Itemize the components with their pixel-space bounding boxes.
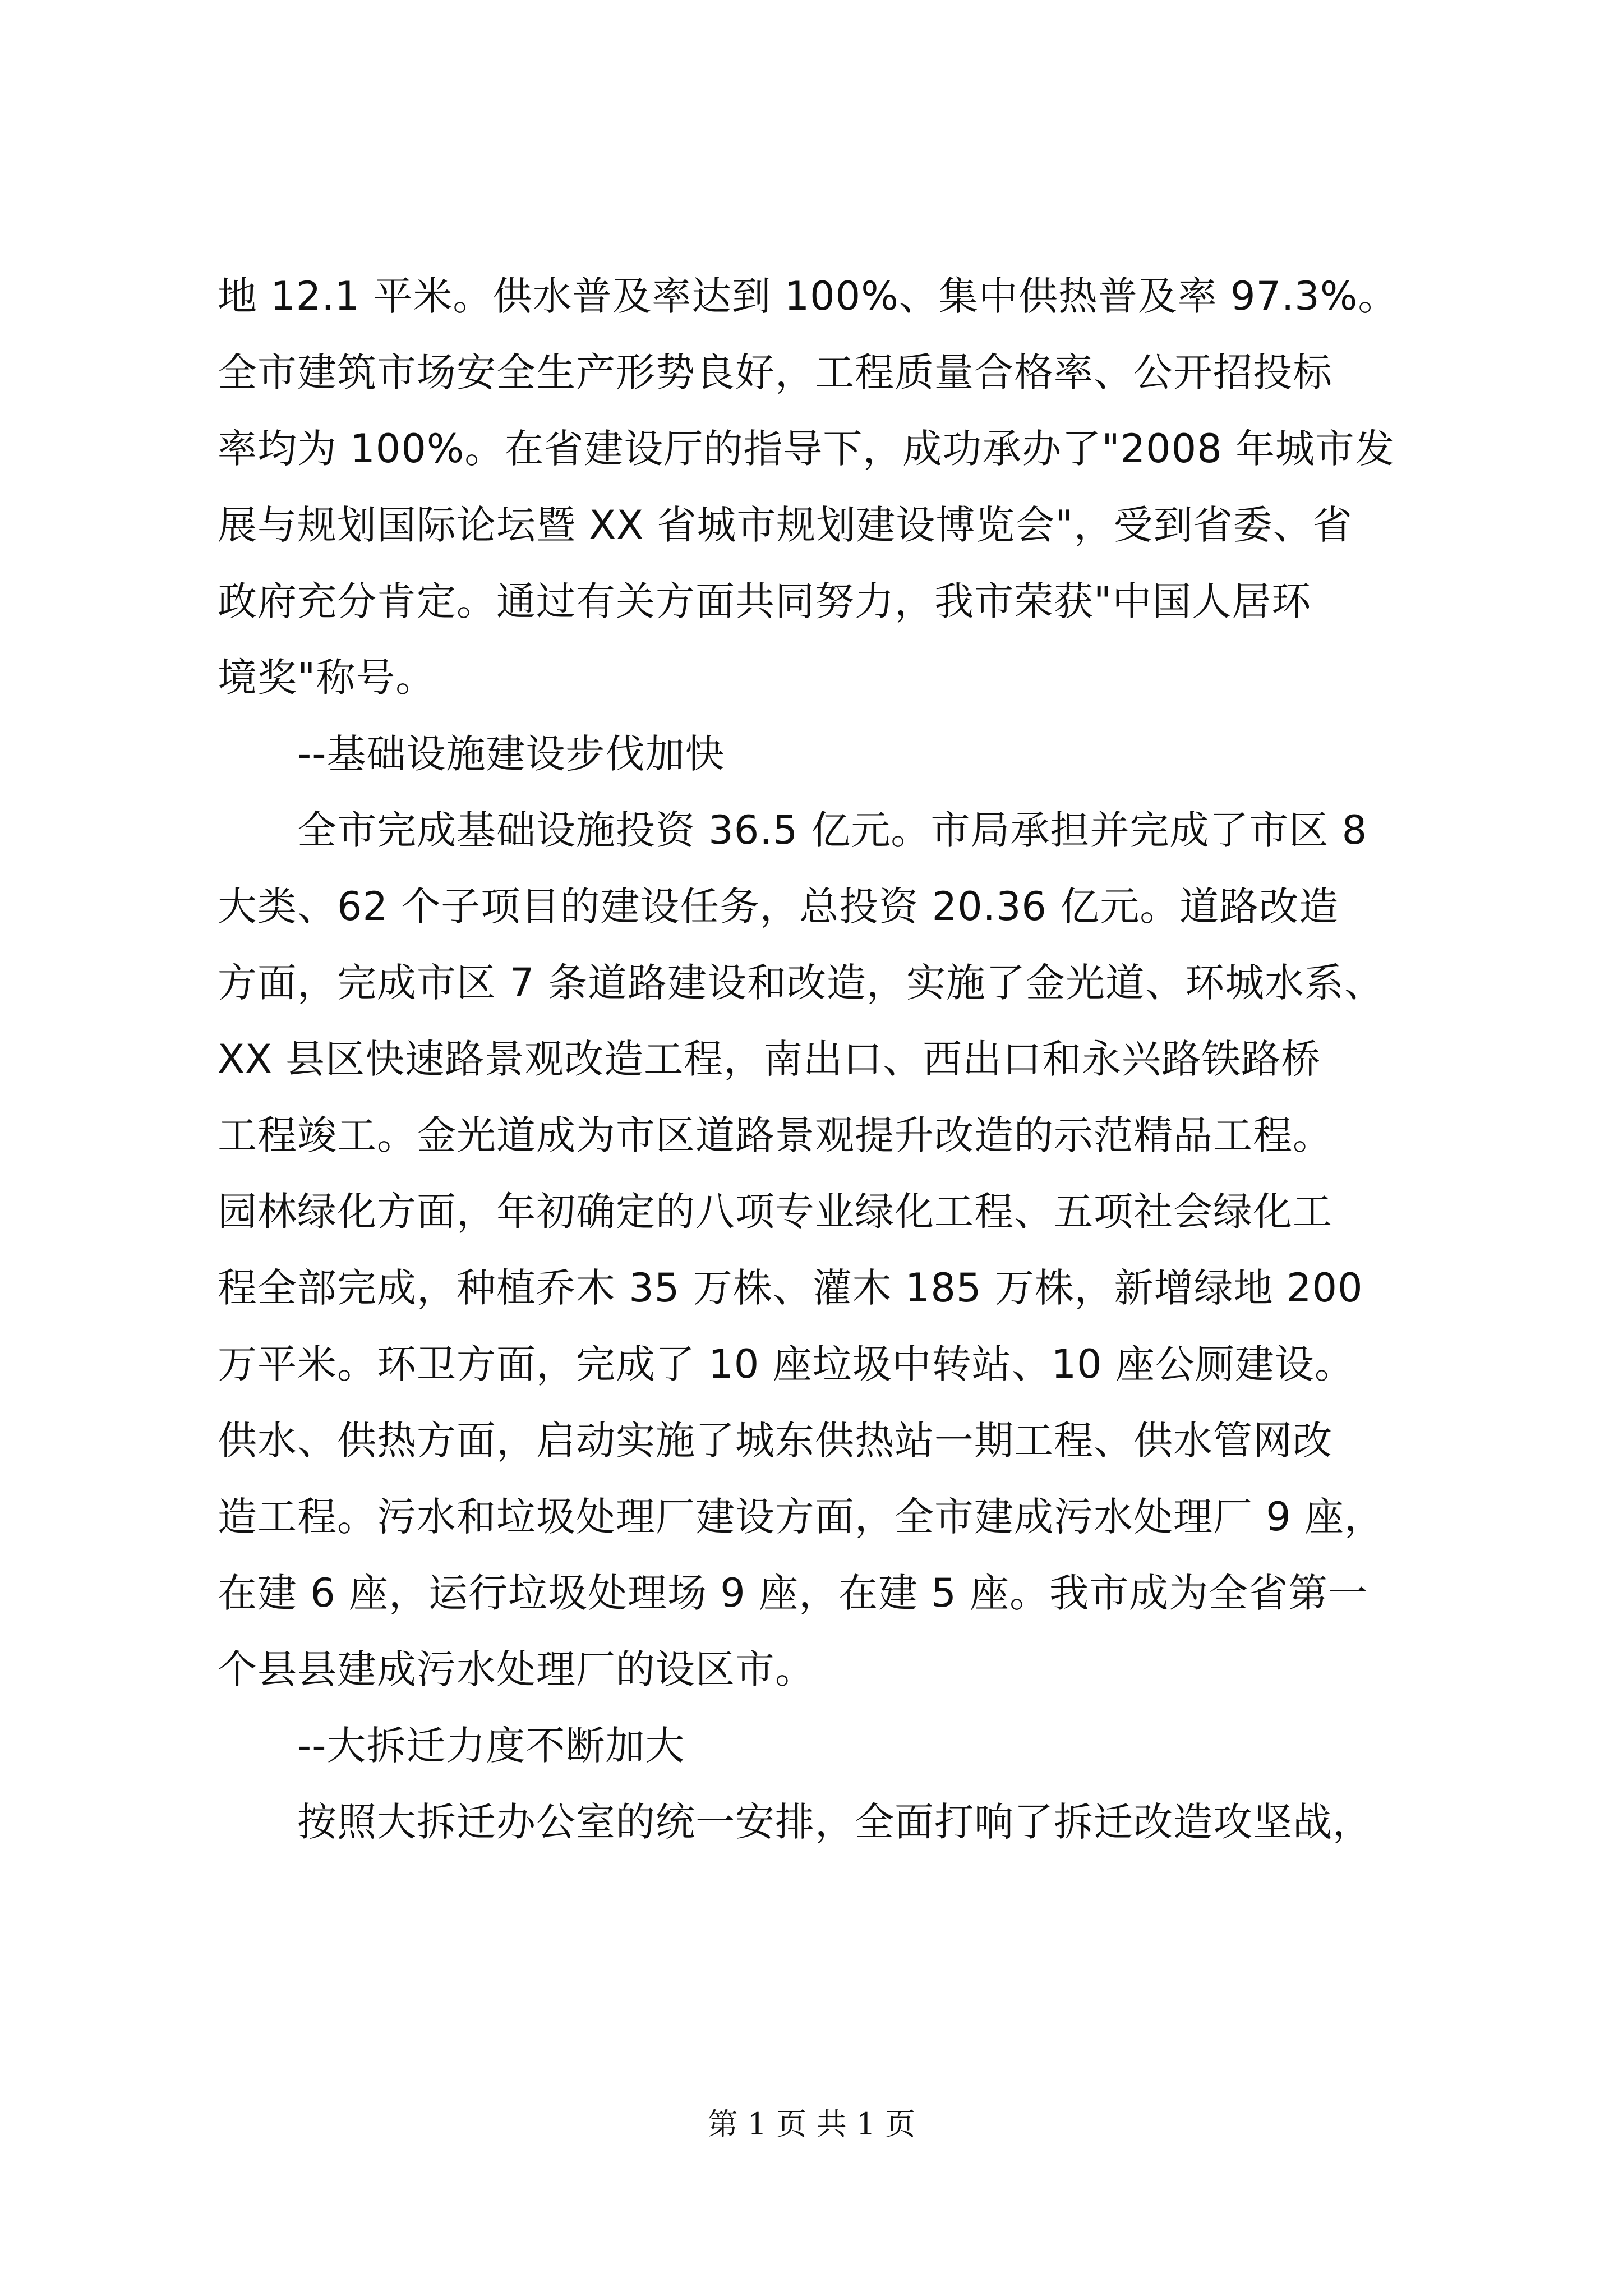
text-line: 大类、62 个子项目的建设任务，总投资 20.36 亿元。道路改造: [218, 884, 1339, 930]
text-line: 供水、供热方面，启动实施了城东供热站一期工程、供水管网改: [218, 1418, 1332, 1464]
text-line: 境奖"称号。: [218, 655, 436, 701]
text-line: XX 县区快速路景观改造工程，南出口、西出口和永兴路铁路桥: [218, 1036, 1321, 1082]
text-line: 全市建筑市场安全生产形势良好，工程质量合格率、公开招投标: [218, 349, 1332, 395]
text-line: 个县县建成污水处理厂的设区市。: [218, 1646, 815, 1692]
text-line: 地 12.1 平米。供水普及率达到 100%、集中供热普及率 97.3%。: [218, 273, 1398, 319]
page-footer: 第 1 页 共 1 页: [707, 2106, 916, 2142]
text-line: 在建 6 座，运行垃圾处理场 9 座，在建 5 座。我市成为全省第一: [218, 1570, 1368, 1616]
text-line: 全市完成基础设施投资 36.5 亿元。市局承担并完成了市区 8: [297, 807, 1368, 853]
text-line: 政府充分肯定。通过有关方面共同努力，我市荣获"中国人居环: [218, 578, 1312, 624]
text-line: 程全部完成，种植乔木 35 万株、灌木 185 万株，新增绿地 200: [218, 1265, 1363, 1311]
text-line: 园林绿化方面，年初确定的八项专业绿化工程、五项社会绿化工: [218, 1189, 1332, 1235]
text-line: 工程竣工。金光道成为市区道路景观提升改造的示范精品工程。: [218, 1112, 1332, 1158]
text-line: 按照大拆迁办公室的统一安排，全面打响了拆迁改造攻坚战，: [297, 1799, 1372, 1845]
text-line: 率均为 100%。在省建设厅的指导下，成功承办了"2008 年城市发: [218, 426, 1395, 472]
text-line: 造工程。污水和垃圾处理厂建设方面，全市建成污水处理厂 9 座，: [218, 1494, 1385, 1540]
text-line: 方面，完成市区 7 条道路建设和改造，实施了金光道、环城水系、: [218, 960, 1385, 1006]
text-line: 万平米。环卫方面，完成了 10 座垃圾中转站、10 座公厕建设。: [218, 1341, 1354, 1387]
section-heading: --大拆迁力度不断加大: [297, 1723, 685, 1769]
section-heading: --基础设施建设步伐加快: [297, 731, 725, 777]
document-body: [218, 258, 1440, 1860]
text-line: 展与规划国际论坛暨 XX 省城市规划建设博览会"，受到省委、省: [218, 502, 1353, 548]
